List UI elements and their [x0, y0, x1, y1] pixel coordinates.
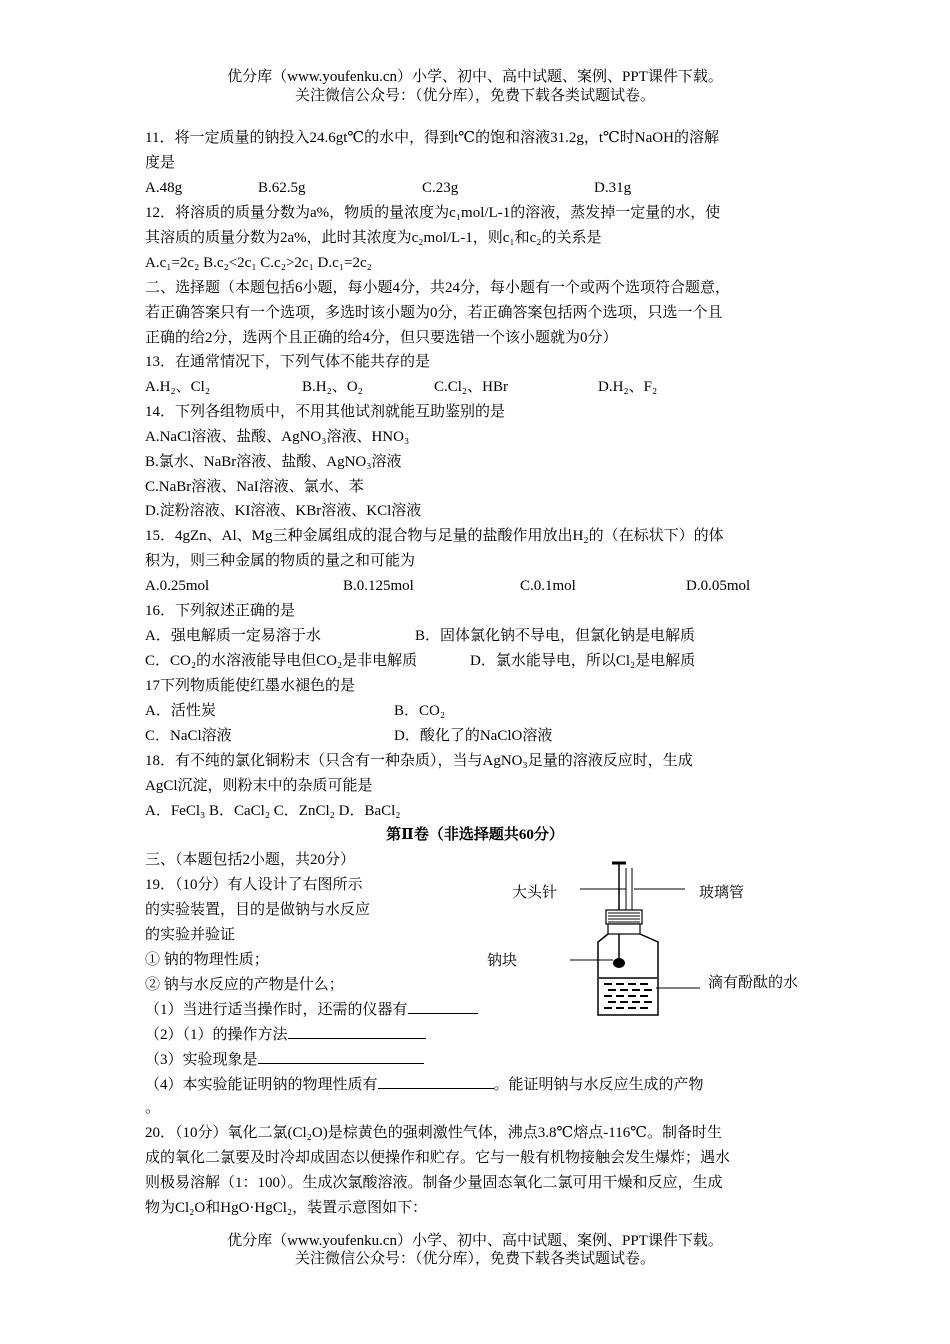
- q15-option-b: B.0.125mol: [343, 578, 414, 594]
- q19-sub-2-text: （2）（1）的操作方法: [145, 1027, 288, 1043]
- q13-option-d: D.H₂、F₂: [598, 379, 658, 395]
- q19-sub-2: [145, 1024, 426, 1045]
- q13-stem: 13．在通常情况下，下列气体不能共存的是: [145, 354, 431, 370]
- q16-option-a: A．强电解质一定易溶于水: [145, 628, 321, 644]
- q12-options: A.c₁=2c₂ B.c₂<2c₁ C.c₂>2c₁ D.c₁=2c₂: [145, 255, 372, 271]
- sodium-block: [613, 958, 625, 968]
- q19-sub-4-text-a: （4）本实验能证明钠的物理性质有: [145, 1077, 378, 1093]
- q11-option-c: C.23g: [422, 180, 459, 196]
- q11-line-1: 11．将一定质量的钠投入24.6gt℃的水中，得到t℃的饱和溶液31.2g，t℃时NaOH的溶解: [145, 130, 719, 146]
- bottle-neck: [608, 924, 640, 934]
- q16-option-b: B．固体氯化钠不导电，但氯化钠是电解质: [415, 628, 696, 644]
- q17-option-a: A．活性炭: [145, 703, 216, 719]
- q11-line-2: 度是: [145, 155, 176, 171]
- q12-line-2: 其溶质的质量分数为2a%，此时其浓度为c₂mol/L-1，则c₁和c₂的关系是: [145, 230, 602, 246]
- q19-line-1: 19．（10分）有人设计了右图所示: [145, 877, 363, 893]
- q20-line-2: 成的氧化二氯要及时冷却成固态以便操作和贮存。它与一般有机物接触会发生爆炸；遇水: [145, 1150, 731, 1166]
- q14-option-c: C.NaBr溶液、NaI溶液、氯水、苯: [145, 479, 364, 495]
- q15-option-c: C.0.1mol: [520, 578, 576, 594]
- q11-option-d: D.31g: [594, 180, 632, 196]
- header-line-2: 关注微信公众号：（优分库），免费下载各类试题试卷。: [294, 88, 655, 104]
- q13-option-c: C.Cl₂、HBr: [434, 379, 508, 395]
- q19-sub-4-text-b: 。能证明钠与水反应生成的产物: [493, 1077, 704, 1093]
- q17-option-d: D．酸化了的NaClO溶液: [394, 728, 553, 744]
- answer-blank: [288, 1024, 426, 1039]
- q20-line-4: 物为Cl₂O和HgO·HgCl₂，装置示意图如下：: [145, 1200, 428, 1216]
- label-water: 滴有酚酞的水: [708, 975, 799, 991]
- apparatus-diagram: [570, 860, 710, 1025]
- q20-line-3: 则极易溶解（1：100）。生成次氯酸溶液。制备少量固态氧化二氯可用干燥和反应，生成: [145, 1175, 723, 1191]
- q15-line-2: 积为，则三种金属的物质的量之和可能为: [145, 553, 416, 569]
- q13-option-b: B.H₂、O₂: [302, 379, 363, 395]
- q18-line-1: 18．有不纯的氯化铜粉末（只含有一种杂质），当与AgNO₃足量的溶液反应时，生成: [145, 753, 693, 769]
- q16-option-d: D．氯水能导电，所以Cl₂是电解质: [470, 653, 696, 669]
- q15-option-a: A.0.25mol: [145, 578, 210, 594]
- part2-line-1: 二、选择题（本题包括6小题，每小题4分，共24分，每小题有一个或两个选项符合题意，: [145, 280, 731, 296]
- q19-item-1: ① 钠的物理性质；: [145, 952, 269, 968]
- q11-option-a: A.48g: [145, 180, 183, 196]
- label-pin: 大头针: [512, 885, 558, 901]
- part3-title: 第Ⅱ卷（非选择题共60分）: [386, 827, 564, 843]
- q17-stem: 17下列物质能使红墨水褪色的是: [145, 678, 356, 694]
- part2-line-3: 正确的给2分，选两个且正确的给4分，但只要选错一个该小题就为0分）: [145, 330, 618, 346]
- q15-line-1: 15．4gZn、Al、Mg三种金属组成的混合物与足量的盐酸作用放出H₂的（在标状下）的体: [145, 528, 724, 544]
- answer-blank: [378, 1074, 494, 1089]
- q17-option-b: B．CO₂: [394, 703, 446, 719]
- q13-option-a: A.H₂、Cl₂: [145, 379, 211, 395]
- q19-sub-4-end: 。: [145, 1100, 161, 1116]
- q19-sub-4: [145, 1074, 704, 1095]
- label-glass-tube: 玻璃管: [699, 885, 745, 901]
- q14-option-d: D.淀粉溶液、KI溶液、KBr溶液、KCl溶液: [145, 503, 422, 519]
- q18-line-2: AgCl沉淀，则粉末中的杂质可能是: [145, 778, 373, 794]
- header-line-1: 优分库（www.youfenku.cn）小学、初中、高中试题、案例、PPT课件下载。: [227, 69, 723, 85]
- q19-item-2: ② 钠与水反应的产物是什么；: [145, 977, 344, 993]
- q15-option-d: D.0.05mol: [686, 578, 751, 594]
- q19-sub-1: [145, 999, 478, 1020]
- q17-option-c: C．NaCl溶液: [145, 728, 232, 744]
- q19-line-3: 的实验并验证: [145, 927, 236, 943]
- q19-line-2: 的实验装置，目的是做钠与水反应: [145, 902, 371, 918]
- q14-stem: 14．下列各组物质中，不用其他试剂就能互助鉴别的是: [145, 404, 506, 420]
- q16-option-c: C．CO₂的水溶液能导电但CO₂是非电解质: [145, 653, 418, 669]
- q20-line-1: 20．（10分）氧化二氯(Cl₂O)是棕黄色的强刺激性气体，沸点3.8℃熔点-116℃。制备时生: [145, 1125, 722, 1141]
- q12-line-1: 12．将溶质的质量分数为a%，物质的量浓度为c₁mol/L-1的溶液，蒸发掉一定量的水，使: [145, 205, 721, 221]
- q11-option-b: B.62.5g: [258, 180, 306, 196]
- footer-line-1: 优分库（www.youfenku.cn）小学、初中、高中试题、案例、PPT课件下载。: [227, 1233, 723, 1249]
- q19-sub-3: [145, 1049, 424, 1070]
- label-sodium: 钠块: [487, 953, 518, 969]
- answer-blank: [408, 999, 478, 1014]
- q14-option-a: A.NaCl溶液、盐酸、AgNO₃溶液、HNO₃: [145, 429, 410, 445]
- answer-blank: [258, 1049, 424, 1064]
- part2-line-2: 若正确答案只有一个选项，多选时该小题为0分，若正确答案包括两个选项，只选一个且: [145, 305, 723, 321]
- q19-sub-1-text: （1）当进行适当操作时，还需的仪器有: [145, 1002, 408, 1018]
- q18-options: A．FeCl₃ B．CaCl₂ C．ZnCl₂ D．BaCl₂: [145, 803, 401, 819]
- part3-intro: 三、（本题包括2小题，共20分）: [145, 852, 356, 868]
- q16-stem: 16．下列叙述正确的是: [145, 603, 296, 619]
- q14-option-b: B.氯水、NaBr溶液、盐酸、AgNO₃溶液: [145, 454, 402, 470]
- q19-sub-3-text: （3）实验现象是: [145, 1052, 258, 1068]
- footer-line-2: 关注微信公众号：（优分库），免费下载各类试题试卷。: [294, 1251, 655, 1267]
